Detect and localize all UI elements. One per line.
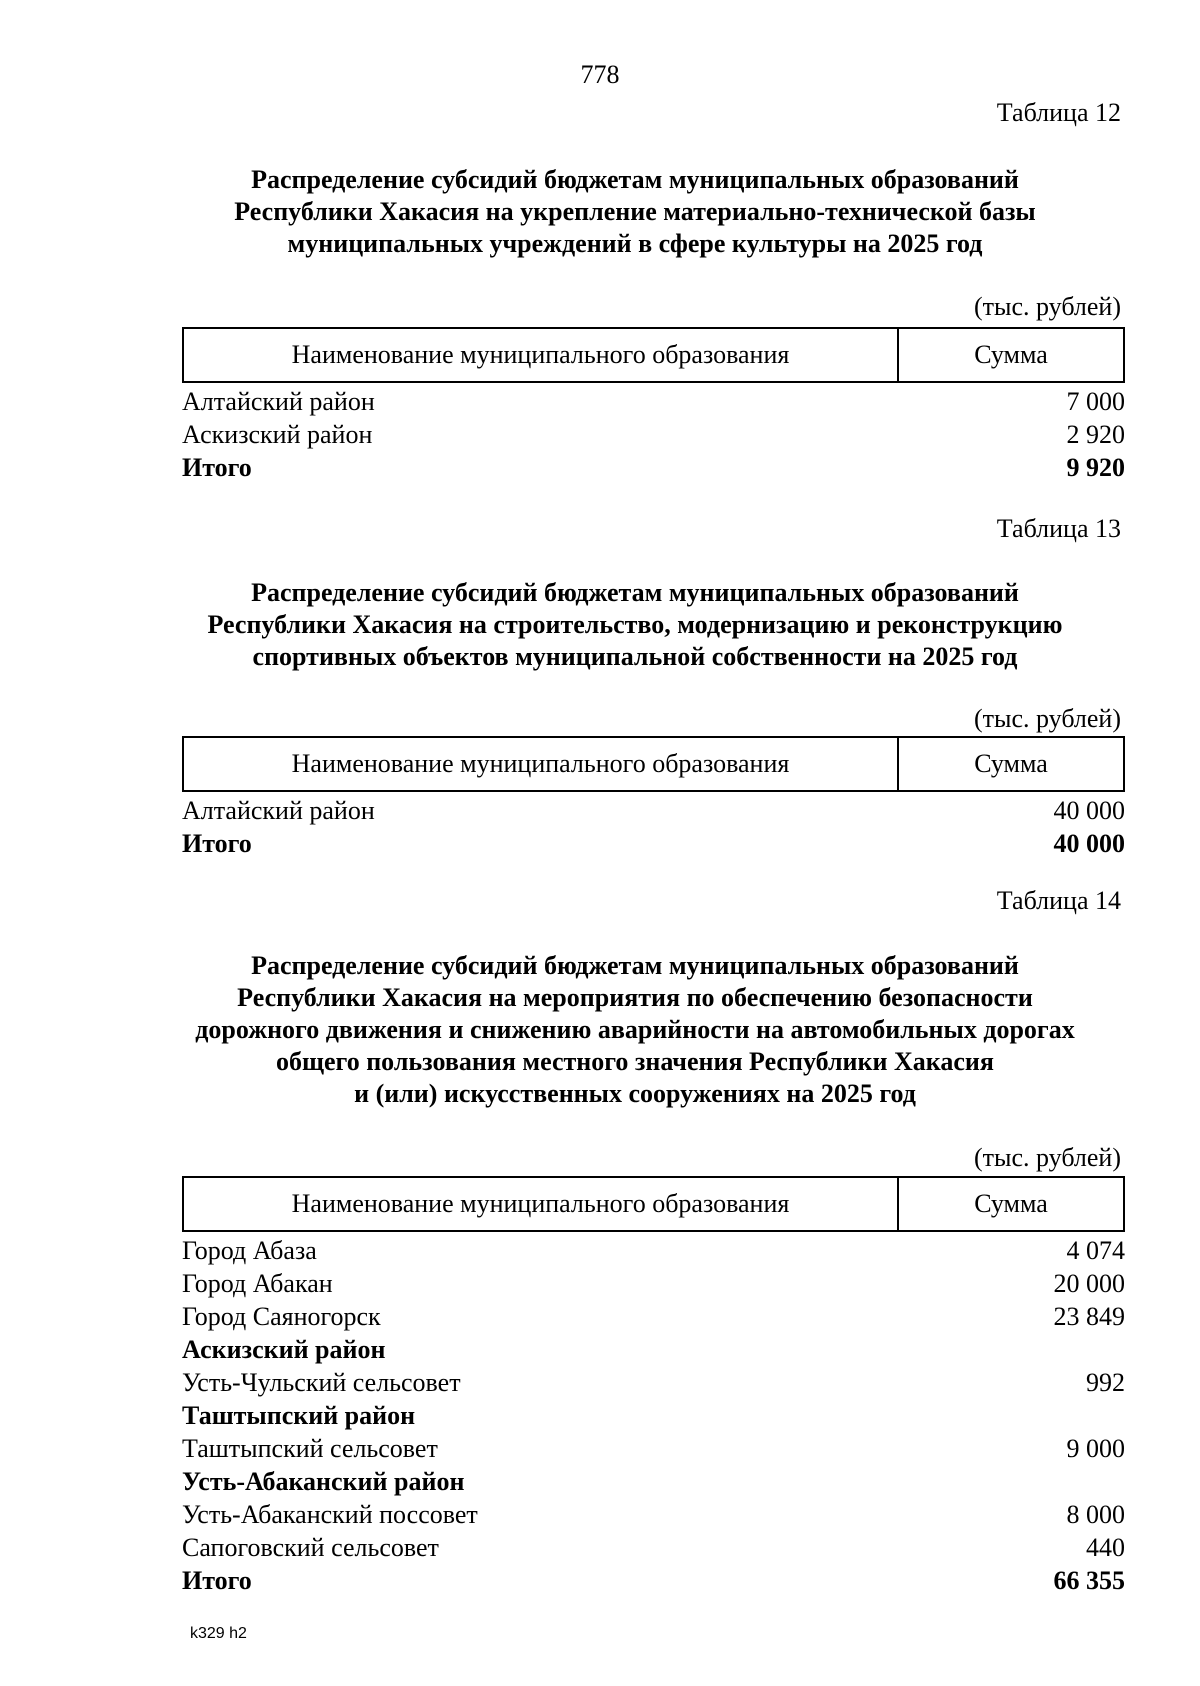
table-group-row: Усть-Абаканский район	[182, 1467, 465, 1496]
table-row: Город Абаза 4 074	[182, 1236, 1125, 1265]
table-group-row: Аскизский район	[182, 1335, 386, 1364]
table-total-row: Итого 66 355	[182, 1566, 1125, 1595]
footer-code: k329 h2	[190, 1625, 247, 1642]
table-12-rows	[182, 385, 1125, 484]
table-14-label: Таблица 14	[996, 886, 1121, 915]
header-name: Наименование муниципального образования	[184, 329, 899, 381]
table-row: Таштыпский сельсовет 9 000	[182, 1434, 1125, 1463]
page-number: 778	[580, 60, 620, 89]
header-sum: Сумма	[974, 340, 1048, 369]
header-name: Наименование муниципального образования	[184, 738, 899, 790]
table-row: Усть-Чульский сельсовет 992	[182, 1368, 1125, 1397]
table-row: Город Абакан 20 000	[182, 1269, 1125, 1298]
table-14-header	[182, 1176, 1125, 1232]
table-row: Аскизский район 2 920	[182, 420, 1125, 449]
table-12-header	[182, 327, 1125, 383]
table-row: Алтайский район 40 000	[182, 796, 1125, 825]
table-13-label: Таблица 13	[996, 514, 1121, 543]
header-sum: Сумма	[974, 1189, 1048, 1218]
table-12-title: Распределение субсидий бюджетам муниципальных образований Республики Хакасия на укрепление материально-технической базы муниципальных учреждений в сфере культуры на 2025 год	[234, 165, 1036, 258]
table-13-unit: (тыс. рублей)	[973, 704, 1121, 733]
table-14-title: Распределение субсидий бюджетам муниципальных образований Республики Хакасия на мероприятия по обеспечению безопасности дорожного движения и снижению аварийности на автомобильных дорогах общего пользования местного значения Республики Хакасия и (или) искусственных сооружениях на 2025 год	[195, 951, 1075, 1108]
table-12-label: Таблица 12	[996, 98, 1121, 127]
table-13-header	[182, 736, 1125, 792]
table-total-row: Итого 40 000	[182, 829, 1125, 858]
table-row: Усть-Абаканский поссовет 8 000	[182, 1500, 1125, 1529]
table-row: Алтайский район 7 000	[182, 387, 1125, 416]
table-group-row: Таштыпский район	[182, 1401, 416, 1430]
table-14-rows	[182, 1234, 1125, 1597]
table-row: Сапоговский сельсовет 440	[182, 1533, 1125, 1562]
table-12-unit: (тыс. рублей)	[973, 292, 1121, 321]
table-13-rows	[182, 794, 1125, 860]
table-13-title: Распределение субсидий бюджетам муниципальных образований Республики Хакасия на строительство, модернизацию и реконструкцию спортивных объектов муниципальной собственности на 2025 год	[207, 578, 1063, 671]
header-sum: Сумма	[974, 749, 1048, 778]
table-14-unit: (тыс. рублей)	[973, 1143, 1121, 1172]
header-name: Наименование муниципального образования	[184, 1178, 899, 1230]
table-total-row: Итого 9 920	[182, 453, 1125, 482]
table-row: Город Саяногорск 23 849	[182, 1302, 1125, 1331]
